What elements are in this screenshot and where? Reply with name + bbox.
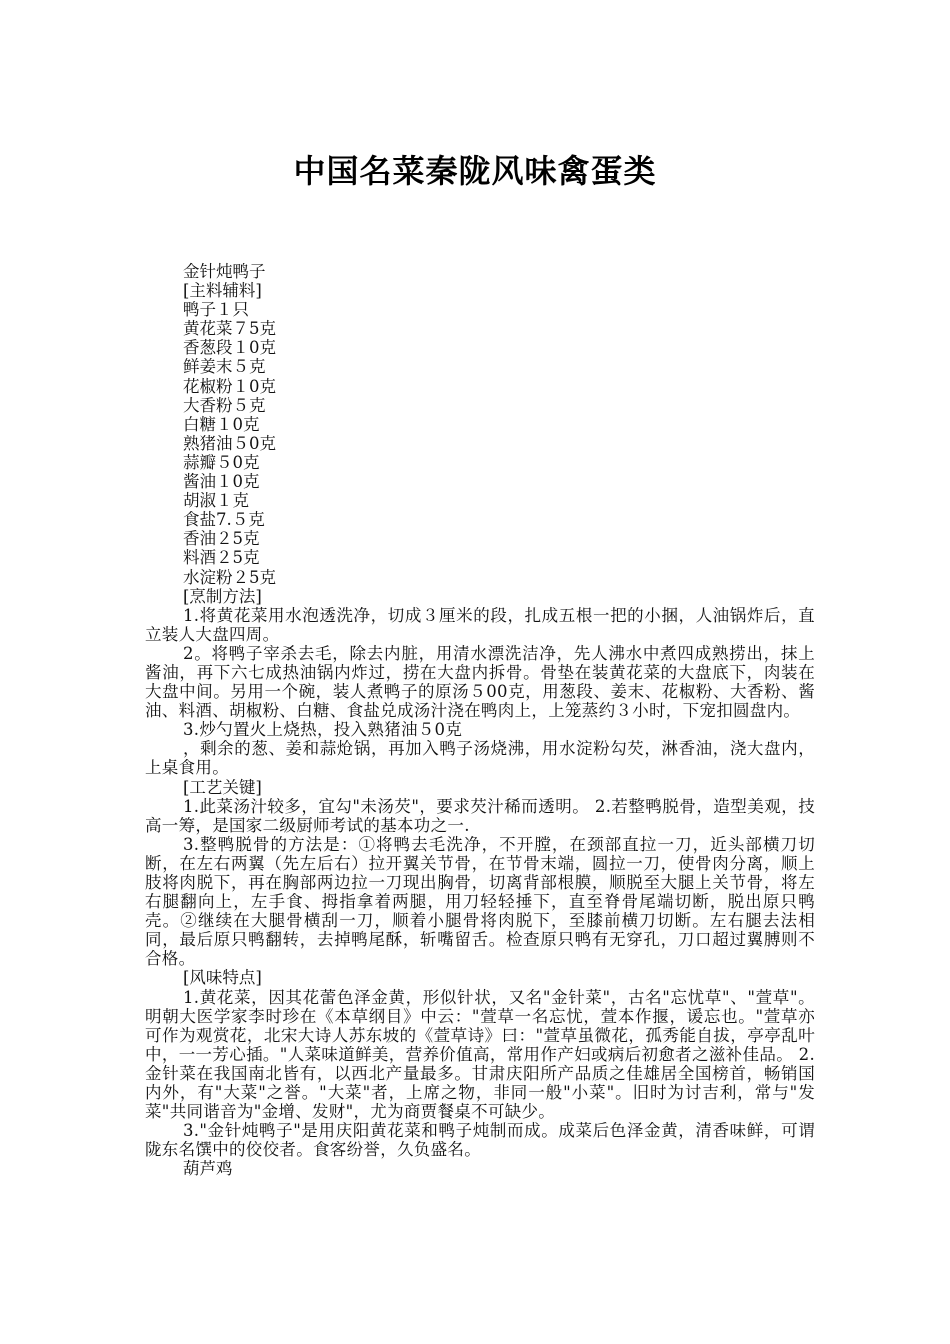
ingredient-item: 蒜瓣５0克 [183, 452, 260, 472]
ingredient-item: 熟猪油５0克 [183, 433, 276, 453]
section-heading-method: [烹制方法] [183, 586, 262, 606]
ingredient-item: 鲜姜末５克 [183, 357, 266, 377]
section-heading-flavor: [风味特点] [183, 968, 262, 988]
ingredient-item: 酱油１0克 [183, 472, 260, 492]
ingredient-item: 料酒２5克 [183, 548, 260, 568]
method-step: 1.将黄花菜用水泡透洗净，切成３厘米的段，扎成五根一把的小捆，人油锅炸后，直立装人大盘四周。 [145, 605, 815, 644]
section-heading-ingredients: [主料辅料] [183, 281, 262, 301]
method-step: ，剩余的葱、姜和蒜炝锅，再加入鸭子汤烧沸，用水淀粉勾芡，淋香油，浇大盘内，上桌食用。 [145, 739, 815, 778]
method-step: 2。将鸭子宰杀去毛，除去内脏，用清水漂洗洁净，先人沸水中煮四成熟捞出，抹上酱油，再下六七成热油锅内炸过，捞在大盘内拆骨。骨垫在装黄花菜的大盘底下，肉装在大盘中间。另用一个碗，装人煮鸭子的原汤５00克，用葱段、姜末、花椒粉、大香粉、酱油、料酒、胡椒粉、白糖、食盐兑成汤汁浇在鸭肉上，上笼蒸约３小时，下宠扣圆盘内。 [145, 643, 815, 721]
ingredient-item: 香葱段１0克 [183, 338, 276, 358]
ingredient-item: 花椒粉１0克 [183, 376, 276, 396]
section-heading-craft: [工艺关键] [183, 777, 262, 797]
document-title: 中国名菜秦陇风味禽蛋类 [293, 152, 657, 190]
flavor-paragraph: 3."金针炖鸭子"是用庆阳黄花菜和鸭子炖制而成。成菜后色泽金黄，清香味鲜，可谓陇东名馔中的佼佼者。食客纷誉，久负盛名。 [145, 1121, 815, 1160]
craft-paragraph: 3.整鸭脱骨的方法是：①将鸭去毛洗净，不开膛，在颈部直拉一刀，近头部横刀切断，在左右两翼（先左后右）拉开翼关节骨，在节骨末端，圆拉一刀，使骨肉分离，顺上肢将肉脱下，再在胸部两边拉一刀现出胸骨，切离背部根膜，顺脱至大腿上关节骨，将左右腿翻向上，左手食、拇指拿着两腿，用刀轻轻捶下，直至脊骨尾端切断，脱出原只鸭壳。②继续在大腿骨横刮一刀，顺着小腿骨将肉脱下，至膝前横刀切断。左右腿去法相同，最后原只鸭翻转，去掉鸭尾酥，斩嘴留舌。检查原只鸭有无穿孔，刀口超过翼膊则不合格。 [145, 834, 815, 969]
ingredient-item: 水淀粉２5克 [183, 567, 276, 587]
dish-name: 金针炖鸭子 [183, 262, 266, 281]
ingredient-item: 香油２5克 [183, 529, 260, 549]
ingredient-item: 胡淑１克 [183, 491, 249, 511]
flavor-paragraph: 1.黄花菜，因其花蕾色泽金黄，形似针状，又名"金针菜"，古名"忘忧草"、"萱草"。明朝大医学家李时珍在《本草纲目》中云："萱草一名忘忧，萱本作揠，谖忘也。"萱草亦可作为观赏花，北宋大诗人苏东坡的《萱草诗》曰："萱草虽微花，孤秀能自拔，亭亭乱叶中，一一芳心插。"人菜味道鲜美，营养价值高，常用作产妇或病后初愈者之滋补佳品。 2.金针菜在我国南北皆有，以西北产量最多。甘肃庆阳所产品质之佳雄居全国榜首，畅销国内外，有"大菜"之誉。"大菜"者，上席之物，非同一般"小菜"。旧时为讨吉利，常与"发菜"共同谐音为"金增、发财"，尤为商贾餐桌不可缺少。 [145, 987, 815, 1122]
craft-paragraph: 1.此菜汤汁较多，宜勾"未汤芡"，要求芡汁稀而透明。 2.若整鸭脱骨，造型美观，技高一筹，是国家二级厨师考试的基本功之一. [145, 796, 815, 835]
ingredient-item: 大香粉５克 [183, 395, 266, 415]
ingredient-item: 白糖１0克 [183, 414, 260, 434]
dish-name: 葫芦鸡 [183, 1159, 233, 1179]
ingredient-item: 食盐7.５克 [183, 510, 265, 530]
document-body [145, 262, 815, 1179]
method-step: 3.炒勺置火上烧热，投入熟猪油５0克 [183, 720, 463, 740]
ingredient-item: 黄花菜７5克 [183, 319, 276, 339]
ingredient-item: 鸭子１只 [183, 300, 249, 320]
